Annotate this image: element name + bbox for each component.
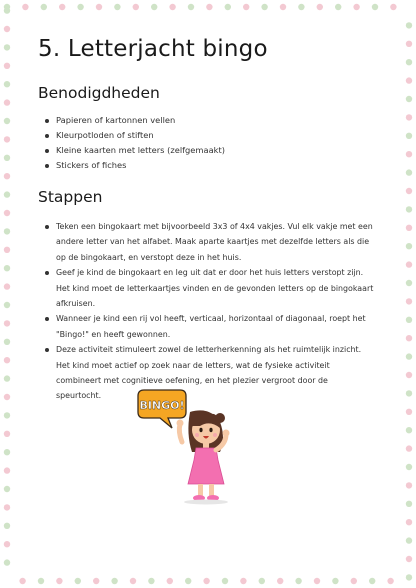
list-item: Papieren of kartonnen vellen — [44, 113, 374, 128]
list-item: Geef je kind de bingokaart en leg uit dat er door het huis letters verstopt zijn. Het kind moet de letterkaartjes vinden en de gevonden letters op de bingokaart afkruisen. — [44, 265, 374, 311]
list-item: Kleine kaarten met letters (zelfgemaakt) — [44, 143, 374, 158]
list-item: Kleurpotloden of stiften — [44, 128, 374, 143]
page-title: 5. Letterjacht bingo — [38, 36, 268, 62]
materials-list — [44, 113, 374, 173]
list-item: Teken een bingokaart met bijvoorbeeld 3x3 of 4x4 vakjes. Vul elk vakje met een andere letter van het alfabet. Maak aparte kaartjes met dezelfde letters als die op de bingokaart, en verstopt deze in het huis. — [44, 219, 374, 265]
list-item: Wanneer je kind een rij vol heeft, verticaal, horizontaal of diagonaal, roept het "Bingo!" en heeft gewonnen. — [44, 311, 374, 342]
girl-bingo-illustration — [134, 388, 244, 506]
list-item: Deze activiteit stimuleert zowel de letterherkenning als het ruimtelijk inzicht. Het kind moet actief op zoek naar de letters, wat de fysieke activiteit combineert met cognitieve oefening, en het plezier vergroot door de speurtocht. — [44, 342, 374, 404]
list-item: Stickers of fiches — [44, 158, 374, 173]
materials-heading: Benodigdheden — [38, 84, 160, 102]
steps-list — [44, 219, 374, 404]
steps-heading: Stappen — [38, 188, 103, 206]
speech-bubble-text: BINGO! — [139, 399, 185, 412]
